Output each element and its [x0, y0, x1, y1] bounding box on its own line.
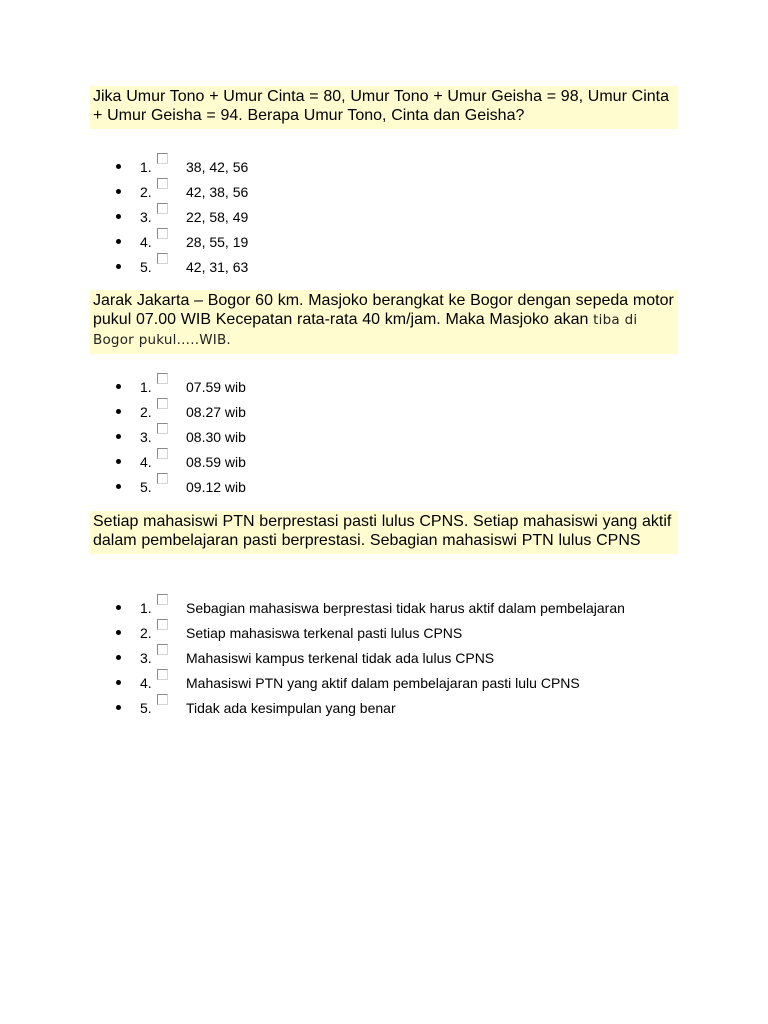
checkbox[interactable] — [157, 203, 168, 214]
bullet-icon — [116, 384, 121, 389]
option-number: 4. — [140, 675, 152, 691]
checkbox[interactable] — [157, 253, 168, 264]
option-1-1[interactable] — [0, 158, 768, 183]
question-1-options — [0, 158, 768, 283]
bullet-icon — [116, 409, 121, 414]
option-text: 28, 55, 19 — [186, 234, 249, 250]
checkbox[interactable] — [157, 398, 168, 409]
checkbox[interactable] — [157, 373, 168, 384]
option-text: 38, 42, 56 — [186, 159, 249, 175]
option-text: 07.59 wib — [186, 379, 246, 395]
question-1 — [90, 86, 678, 129]
option-number: 5. — [140, 479, 152, 495]
option-text: 42, 38, 56 — [186, 184, 249, 200]
option-text: Setiap mahasiswa terkenal pasti lulus CPNS — [186, 625, 463, 641]
option-number: 2. — [140, 404, 152, 420]
option-1-5[interactable] — [0, 258, 768, 283]
bullet-icon — [116, 164, 121, 169]
bullet-icon — [116, 459, 121, 464]
option-2-3[interactable] — [0, 428, 768, 453]
checkbox[interactable] — [157, 594, 168, 605]
option-number: 2. — [140, 625, 152, 641]
option-1-3[interactable] — [0, 208, 768, 233]
option-number: 4. — [140, 234, 152, 250]
bullet-icon — [116, 434, 121, 439]
option-number: 5. — [140, 700, 152, 716]
option-3-3[interactable] — [0, 649, 768, 674]
option-text: 09.12 wib — [186, 479, 246, 495]
checkbox[interactable] — [157, 228, 168, 239]
bullet-icon — [116, 484, 121, 489]
option-text: 08.59 wib — [186, 454, 246, 470]
bullet-icon — [116, 214, 121, 219]
question-3-options — [0, 599, 768, 724]
bullet-icon — [116, 239, 121, 244]
option-number: 2. — [140, 184, 152, 200]
option-text: 08.30 wib — [186, 429, 246, 445]
option-number: 5. — [140, 259, 152, 275]
option-number: 3. — [140, 209, 152, 225]
question-2-text: Jarak Jakarta – Bogor 60 km. Masjoko berangkat ke Bogor dengan sepeda motor pukul 07.00 WIB Kecepatan rata-rata 40 km/jam. Maka Masjoko akan — [93, 292, 674, 328]
checkbox[interactable] — [157, 473, 168, 484]
option-2-2[interactable] — [0, 403, 768, 428]
checkbox[interactable] — [157, 644, 168, 655]
option-3-4[interactable] — [0, 674, 768, 699]
bullet-icon — [116, 630, 121, 635]
checkbox[interactable] — [157, 448, 168, 459]
option-2-4[interactable] — [0, 453, 768, 478]
option-number: 3. — [140, 650, 152, 666]
question-2 — [90, 290, 678, 354]
option-1-4[interactable] — [0, 233, 768, 258]
checkbox[interactable] — [157, 694, 168, 705]
question-3-text: Setiap mahasiswi PTN berprestasi pasti lulus CPNS. Setiap mahasiswi yang aktif dalam pembelajaran pasti berprestasi. Sebagian mahasiswi PTN lulus CPNS — [93, 513, 672, 549]
checkbox[interactable] — [157, 423, 168, 434]
option-text: Tidak ada kesimpulan yang benar — [186, 700, 396, 716]
checkbox[interactable] — [157, 178, 168, 189]
bullet-icon — [116, 705, 121, 710]
bullet-icon — [116, 189, 121, 194]
option-3-2[interactable] — [0, 624, 768, 649]
bullet-icon — [116, 605, 121, 610]
question-2-text-tail: tiba di Bogor pukul…..WIB. — [93, 312, 638, 348]
option-3-5[interactable] — [0, 699, 768, 724]
option-1-2[interactable] — [0, 183, 768, 208]
question-3 — [90, 511, 678, 554]
question-1-text: Jika Umur Tono + Umur Cinta = 80, Umur Tono + Umur Geisha = 98, Umur Cinta + Umur Geisha = 94. Berapa Umur Tono, Cinta dan Geisha? — [93, 88, 669, 124]
option-3-1[interactable] — [0, 599, 768, 624]
option-text: 42, 31, 63 — [186, 259, 249, 275]
option-text: Mahasiswi PTN yang aktif dalam pembelajaran pasti lulu CPNS — [186, 675, 580, 691]
option-2-5[interactable] — [0, 478, 768, 503]
bullet-icon — [116, 680, 121, 685]
question-2-options — [0, 378, 768, 503]
checkbox[interactable] — [157, 619, 168, 630]
option-2-1[interactable] — [0, 378, 768, 403]
option-number: 1. — [140, 159, 152, 175]
option-text: 08.27 wib — [186, 404, 246, 420]
bullet-icon — [116, 264, 121, 269]
option-text: Mahasiswi kampus terkenal tidak ada lulus CPNS — [186, 650, 495, 666]
bullet-icon — [116, 655, 121, 660]
option-number: 3. — [140, 429, 152, 445]
option-number: 1. — [140, 600, 152, 616]
checkbox[interactable] — [157, 153, 168, 164]
option-number: 1. — [140, 379, 152, 395]
checkbox[interactable] — [157, 669, 168, 680]
option-number: 4. — [140, 454, 152, 470]
option-text: 22, 58, 49 — [186, 209, 249, 225]
option-text: Sebagian mahasiswa berprestasi tidak harus aktif dalam pembelajaran — [186, 600, 625, 616]
